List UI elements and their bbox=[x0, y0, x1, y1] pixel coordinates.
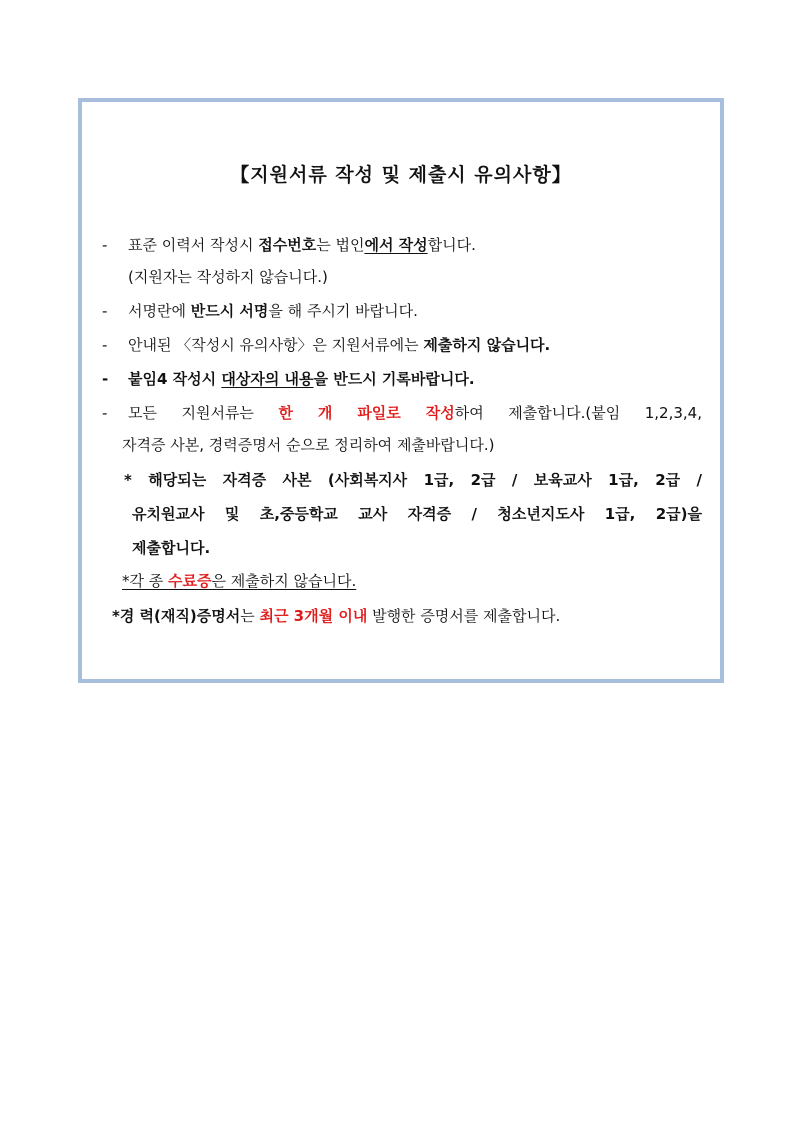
dash: - bbox=[102, 236, 108, 254]
notice-title: 【지원서류 작성 및 제출시 유의사항】 bbox=[230, 164, 572, 186]
note2-text-a: *각 종 bbox=[122, 572, 169, 590]
note-career-certificate bbox=[112, 606, 560, 626]
item3-text-a: 안내된 〈작성시 유의사항〉은 지원서류에는 bbox=[128, 336, 424, 354]
item5-text-a: 모든 지원서류는 bbox=[128, 404, 279, 422]
item2-text-b: 을 해 주시기 바랍니다. bbox=[268, 302, 418, 320]
item1-note: (지원자는 작성하지 않습니다.) bbox=[128, 268, 328, 286]
item-standard-resume bbox=[102, 235, 476, 255]
item1-receipt-number: 접수번호 bbox=[258, 236, 317, 254]
note3-career-cert: *경 력(재직)증명서 bbox=[112, 607, 241, 625]
note-certificate-copies-line2: 유치원교사 및 초,중등학교 교사 자격증 / 청소년지도사 1급, 2급)을 bbox=[132, 505, 702, 523]
note2-completion-cert: 수료증 bbox=[168, 572, 212, 590]
item1-text-c: 합니다. bbox=[427, 236, 476, 254]
item1-text-b: 는 법인 bbox=[316, 236, 365, 254]
note2-text-b: 은 제출하지 않습니다. bbox=[211, 572, 357, 590]
item-attachment4 bbox=[102, 369, 475, 389]
dash: - bbox=[102, 302, 108, 320]
note-completion-certificates bbox=[122, 571, 356, 591]
note-certificate-copies-line1: * 해당되는 자격증 사본 (사회복지사 1급, 2급 / 보육교사 1급, 2급 / bbox=[124, 471, 702, 489]
item-single-file bbox=[102, 403, 702, 423]
item4-subject-content: 대상자의 내용 bbox=[221, 370, 314, 388]
dash: - bbox=[102, 370, 109, 388]
dash: - bbox=[102, 336, 108, 354]
item1-text-a: 표준 이력서 작성시 bbox=[128, 236, 259, 254]
item5-line2: 자격증 사본, 경력증명서 순으로 정리하여 제출바랍니다.) bbox=[122, 436, 495, 454]
item5-text-b: 하여 제출합니다.(붙임 1,2,3,4, bbox=[454, 404, 702, 422]
item5-one-file: 한 개 파일로 작성 bbox=[278, 404, 455, 422]
item4-bold-a: 붙임4 작성시 bbox=[128, 370, 222, 388]
note3-text-b: 발행한 증명서를 제출합니다. bbox=[367, 607, 561, 625]
item4-bold-b: 을 반드시 기록바랍니다. bbox=[313, 370, 475, 388]
item1-written-by-corp: 에서 작성 bbox=[364, 236, 428, 254]
dash: - bbox=[102, 404, 108, 422]
item2-text-a: 서명란에 bbox=[128, 302, 191, 320]
note3-within-3-months: 최근 3개월 이내 bbox=[259, 607, 368, 625]
note3-text-a: 는 bbox=[240, 607, 260, 625]
item-signature bbox=[102, 301, 418, 321]
note-certificate-copies-line3: 제출합니다. bbox=[132, 539, 211, 557]
item-guideline-not-submitted bbox=[102, 335, 550, 355]
item2-must-sign: 반드시 서명 bbox=[190, 302, 269, 320]
notice-box bbox=[78, 98, 724, 683]
item3-not-submit: 제출하지 않습니다. bbox=[423, 336, 551, 354]
